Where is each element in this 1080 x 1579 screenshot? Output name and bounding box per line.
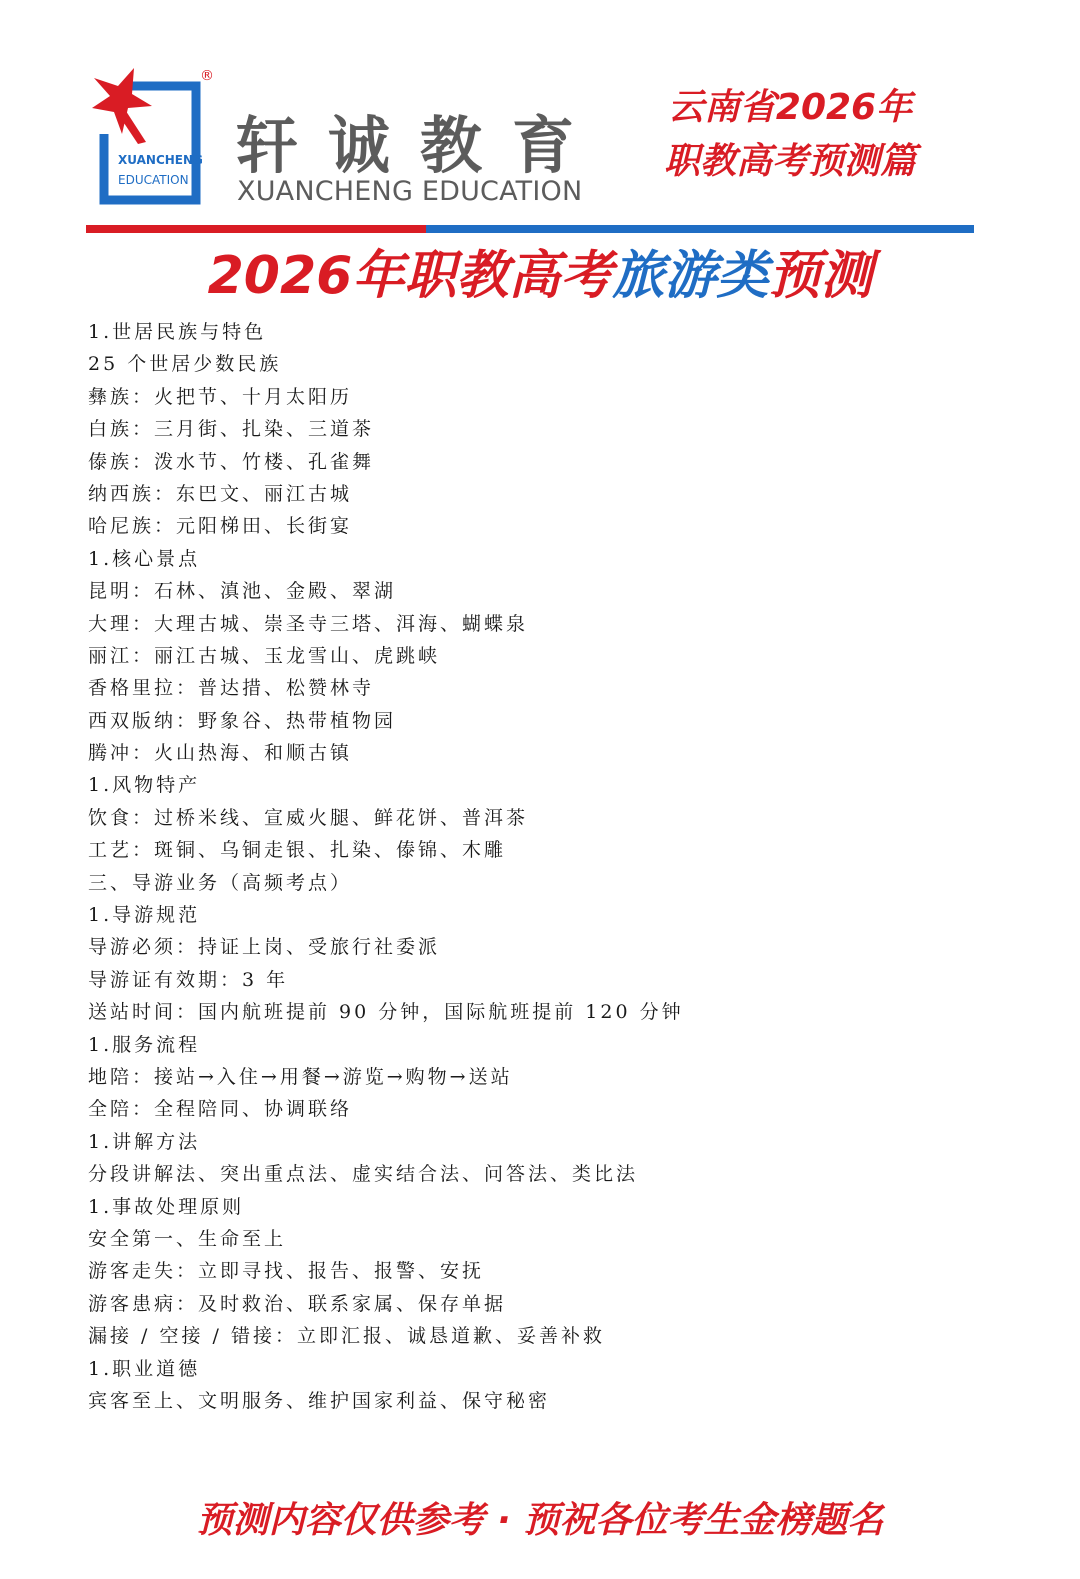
content-line: 西双版纳：野象谷、热带植物园	[88, 709, 397, 732]
content-line: 导游证有效期：3 年	[88, 968, 289, 991]
content-line: 哈尼族：元阳梯田、长街宴	[88, 515, 353, 538]
content-line: 分段讲解法、突出重点法、虚实结合法、问答法、类比法	[88, 1163, 639, 1186]
content-line: 1.讲解方法	[88, 1130, 201, 1153]
content-line: 游客走失：立即寻找、报告、报警、安抚	[88, 1260, 485, 1283]
content-line: 漏接 / 空接 / 错接：立即汇报、诚恳道歉、妥善补救	[88, 1325, 605, 1348]
content-line: 1.事故处理原则	[88, 1195, 245, 1218]
brand-name-cn: 轩诚教育	[236, 109, 605, 182]
content-line: 彝族：火把节、十月太阳历	[88, 385, 353, 408]
content-line: 丽江：丽江古城、玉龙雪山、虎跳峡	[88, 644, 441, 667]
content-line: 大理：大理古城、崇圣寺三塔、洱海、蝴蝶泉	[88, 612, 529, 635]
content-line: 安全第一、生命至上	[88, 1227, 287, 1250]
content-line: 导游必须：持证上岗、受旅行社委派	[88, 936, 441, 959]
title-part-red: 2026年职教高考	[207, 246, 613, 306]
brand-name-en: XUANCHENG EDUCATION	[237, 176, 583, 207]
content-line: 1.导游规范	[88, 904, 201, 927]
registered-mark: ®	[200, 68, 214, 84]
content-line: 游客患病：及时救治、联系家属、保存单据	[88, 1292, 507, 1315]
logo-text-line2: EDUCATION	[118, 173, 189, 187]
content-line: 1.世居民族与特色	[88, 321, 267, 343]
content-line: 1.服务流程	[88, 1033, 201, 1056]
content-line: 饮食：过桥米线、宣威火腿、鲜花饼、普洱茶	[88, 806, 529, 829]
tagline-line2: 职教高考预测篇	[663, 141, 916, 182]
content-body	[88, 316, 988, 1417]
title-part-blue: 旅游类	[612, 246, 769, 306]
content-line: 三、导游业务（高频考点）	[88, 871, 353, 894]
logo-text-line1: XUANCHENG	[118, 153, 203, 167]
content-line: 纳西族：东巴文、丽江古城	[88, 482, 353, 505]
title-part-red2: 预测	[768, 246, 873, 306]
content-line: 白族：三月街、扎染、三道茶	[88, 418, 375, 441]
content-line: 腾冲：火山热海、和顺古镇	[88, 742, 353, 765]
content-line: 1.核心景点	[88, 547, 201, 570]
footer-slogan: 预测内容仅供参考 · 预祝各位考生金榜题名	[196, 1500, 884, 1541]
page-title	[0, 244, 1080, 308]
divider-red	[86, 225, 426, 233]
content-line: 昆明：石林、滇池、金殿、翠湖	[88, 580, 397, 603]
content-line: 宾客至上、文明服务、维护国家利益、保守秘密	[88, 1389, 551, 1412]
header	[0, 0, 1080, 240]
content-line: 1.职业道德	[88, 1357, 201, 1380]
content-line: 傣族：泼水节、竹楼、孔雀舞	[88, 450, 375, 473]
content-line: 香格里拉：普达措、松赞林寺	[88, 677, 375, 700]
content-line: 1.风物特产	[88, 774, 201, 797]
xuancheng-logo-icon	[88, 64, 216, 212]
divider-blue	[426, 225, 974, 233]
content-line: 送站时间：国内航班提前 90 分钟，国际航班提前 120 分钟	[88, 1001, 684, 1024]
tagline-line1: 云南省2026年	[667, 87, 913, 128]
content-line: 地陪：接站→入住→用餐→游览→购物→送站	[88, 1065, 513, 1088]
content-line: 25 个世居少数民族	[88, 353, 282, 376]
content-line: 工艺：斑铜、乌铜走银、扎染、傣锦、木雕	[88, 839, 507, 862]
content-line: 全陪：全程陪同、协调联络	[88, 1098, 353, 1121]
